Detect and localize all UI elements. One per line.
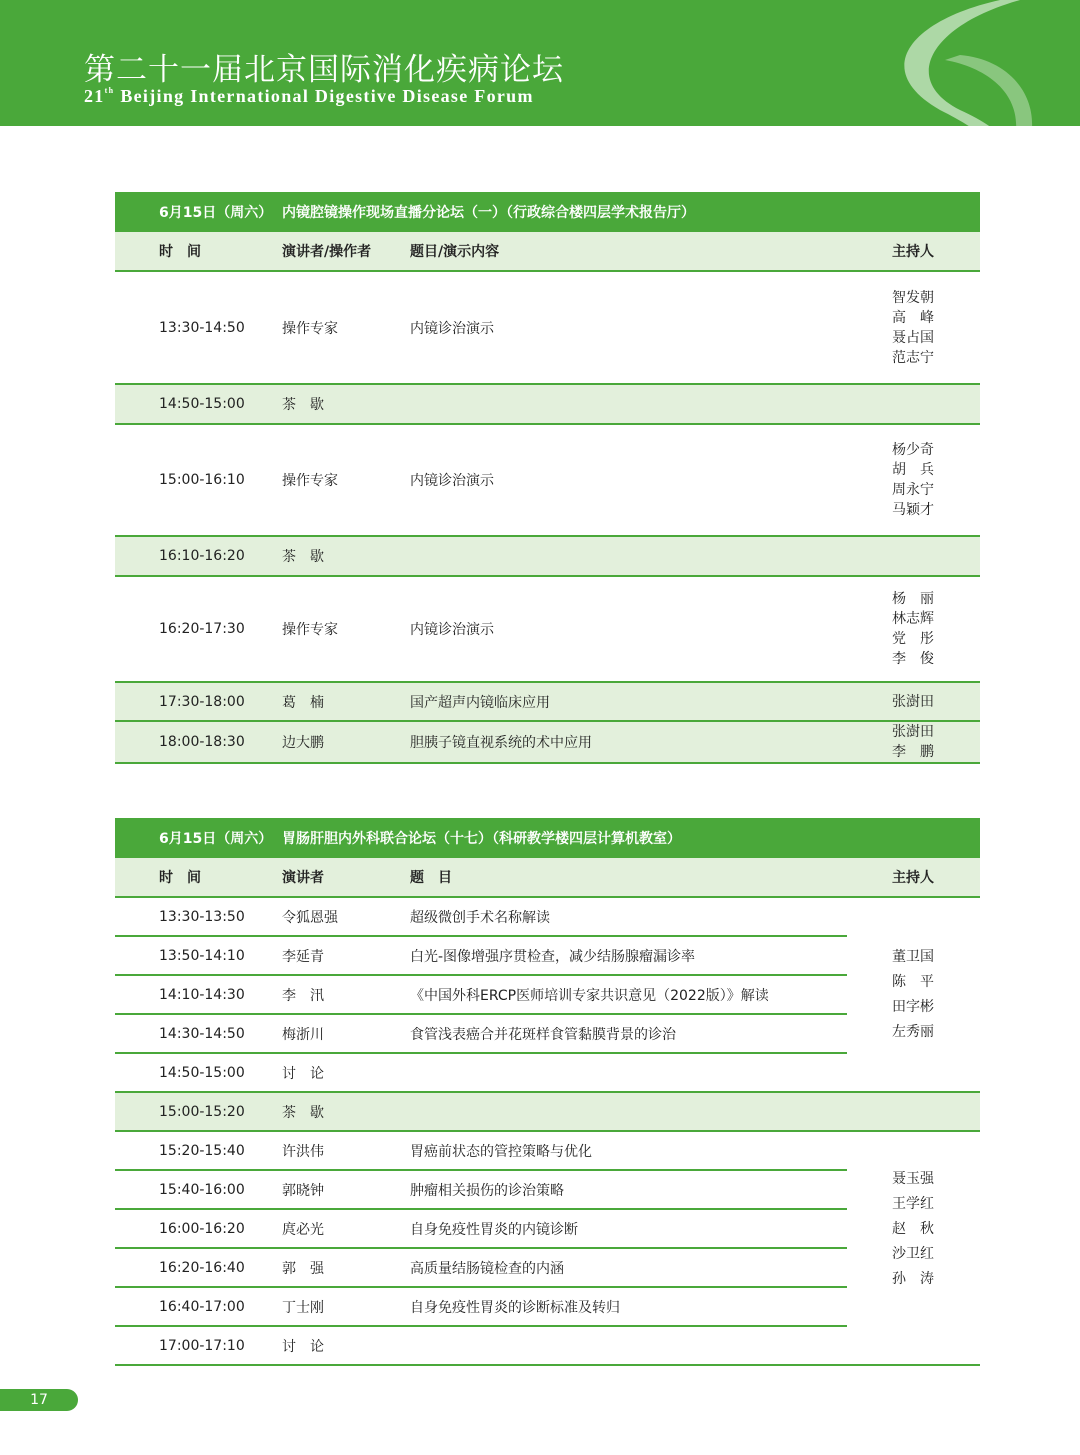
- column-header-row: [115, 858, 980, 897]
- row-time: 14:50-15:00: [115, 384, 282, 424]
- col-speaker: 演讲者: [282, 858, 410, 897]
- ordinal-suffix: th: [104, 86, 115, 95]
- schedule-table-gi-surgery: [115, 818, 980, 1366]
- row-time: 15:00-15:20: [115, 1092, 282, 1131]
- schedule-table-endoscopy: [115, 192, 980, 764]
- row-time: 16:20-17:30: [115, 576, 282, 682]
- row-speaker: 许洪伟: [282, 1131, 410, 1170]
- row-speaker: 边大鹏: [282, 721, 410, 763]
- row-speaker: 操作专家: [282, 271, 410, 384]
- host-name: 赵 秋: [892, 1220, 934, 1237]
- row-time: 13:50-14:10: [115, 936, 282, 975]
- row-topic: 国产超声内镜临床应用: [410, 682, 892, 721]
- host-name: 高 峰: [892, 309, 934, 326]
- row-time: 16:20-16:40: [115, 1248, 282, 1287]
- table-row: [115, 1326, 980, 1365]
- table-row: [115, 721, 980, 763]
- host-name: 张澍田: [892, 693, 934, 710]
- col-topic: 题目/演示内容: [410, 232, 892, 271]
- row-time: 16:40-17:00: [115, 1287, 282, 1326]
- row-time: 16:00-16:20: [115, 1209, 282, 1248]
- host-name: 胡 兵: [892, 462, 934, 478]
- host-name: 孙 涛: [892, 1270, 934, 1287]
- row-speaker: 郭 强: [282, 1248, 410, 1287]
- row-topic: 肿瘤相关损伤的诊治策略: [410, 1170, 847, 1209]
- row-speaker: 丁士刚: [282, 1287, 410, 1326]
- row-speaker: 李延青: [282, 936, 410, 975]
- row-time: 15:40-16:00: [115, 1170, 282, 1209]
- column-header-row: [115, 232, 980, 271]
- row-time: 16:10-16:20: [115, 536, 282, 576]
- col-host: 主持人: [892, 232, 980, 271]
- col-host: 主持人: [892, 858, 980, 897]
- row-speaker: 茶 歇: [282, 1092, 410, 1131]
- host-name: 聂玉强: [892, 1170, 934, 1187]
- row-speaker: 郭晓钟: [282, 1170, 410, 1209]
- section-header: [115, 192, 980, 232]
- row-hosts: [892, 721, 980, 763]
- forum-logo-swoosh: [850, 0, 1080, 126]
- row-time: 15:20-15:40: [115, 1131, 282, 1170]
- table-row: [115, 576, 980, 682]
- row-time: 13:30-13:50: [115, 897, 282, 936]
- row-speaker: 葛 楠: [282, 682, 410, 721]
- host-group: [847, 1131, 980, 1326]
- row-speaker: 茶 歇: [282, 384, 410, 424]
- table-row: [115, 424, 980, 536]
- row-time: 17:30-18:00: [115, 682, 282, 721]
- row-topic: 白光-图像增强序贯检查，减少结肠腺瘤漏诊率: [410, 936, 847, 975]
- ordinal-number: 21: [84, 86, 105, 106]
- section-date: 6月15日（周六）: [115, 192, 282, 232]
- row-topic: 内镜诊治演示: [410, 424, 892, 536]
- row-time: 13:30-14:50: [115, 271, 282, 384]
- table-row: [115, 897, 980, 936]
- host-name: 周永宁: [892, 482, 934, 498]
- section-title: 胃肠肝胆内外科联合论坛（十七）（科研教学楼四层计算机教室）: [282, 818, 980, 858]
- col-speaker: 演讲者/操作者: [282, 232, 410, 271]
- table-row-break: [115, 536, 980, 576]
- host-name: 李 俊: [892, 651, 934, 667]
- row-hosts: [892, 424, 980, 536]
- host-name: 田字彬: [892, 998, 934, 1015]
- host-name: 董卫国: [892, 948, 934, 965]
- row-time: 14:50-15:00: [115, 1053, 282, 1092]
- row-speaker: 庹必光: [282, 1209, 410, 1248]
- row-topic: 内镜诊治演示: [410, 576, 892, 682]
- row-hosts: [892, 682, 980, 721]
- table-row: [115, 1131, 980, 1170]
- host-name: 杨少奇: [892, 442, 934, 458]
- host-name: 王学红: [892, 1195, 934, 1212]
- section-title: 内镜腔镜操作现场直播分论坛（一）（行政综合楼四层学术报告厅）: [282, 192, 980, 232]
- row-hosts: [892, 271, 980, 384]
- host-name: 林志辉: [892, 611, 934, 627]
- host-group: [847, 897, 980, 1092]
- host-name: 马颖才: [892, 502, 934, 518]
- row-speaker: 讨 论: [282, 1053, 410, 1092]
- host-name: 张澍田: [892, 724, 934, 740]
- host-name: 陈 平: [892, 973, 934, 990]
- row-speaker: 操作专家: [282, 424, 410, 536]
- row-topic: 食管浅表癌合并花斑样食管黏膜背景的诊治: [410, 1014, 847, 1053]
- row-topic: 内镜诊治演示: [410, 271, 892, 384]
- row-topic: 自身免疫性胃炎的诊断标准及转归: [410, 1287, 847, 1326]
- table-row: [115, 271, 980, 384]
- row-speaker: 操作专家: [282, 576, 410, 682]
- row-topic: 自身免疫性胃炎的内镜诊断: [410, 1209, 847, 1248]
- table-row-break: [115, 384, 980, 424]
- row-time: 14:30-14:50: [115, 1014, 282, 1053]
- col-time: 时 间: [115, 858, 282, 897]
- row-time: 14:10-14:30: [115, 975, 282, 1014]
- row-topic: 胆胰子镜直视系统的术中应用: [410, 721, 892, 763]
- row-speaker: 讨 论: [282, 1326, 410, 1365]
- row-time: 18:00-18:30: [115, 721, 282, 763]
- row-topic: 《中国外科ERCP医师培训专家共识意见（2022版）》解读: [410, 975, 847, 1014]
- forum-title-cn: 第二十一届北京国际消化疾病论坛: [84, 52, 564, 88]
- host-name: 沙卫红: [892, 1245, 934, 1262]
- page-number: 17: [0, 1389, 78, 1411]
- host-name: 党 彤: [892, 631, 934, 647]
- host-name: 杨 丽: [892, 591, 934, 607]
- row-time: 15:00-16:10: [115, 424, 282, 536]
- host-name: 聂占国: [892, 329, 934, 346]
- row-speaker: 李 汛: [282, 975, 410, 1014]
- row-speaker: 茶 歇: [282, 536, 410, 576]
- host-name: 智发朝: [892, 289, 934, 306]
- row-topic: 胃癌前状态的管控策略与优化: [410, 1131, 847, 1170]
- row-topic: 高质量结肠镜检查的内涵: [410, 1248, 847, 1287]
- row-speaker: 梅浙川: [282, 1014, 410, 1053]
- row-time: 17:00-17:10: [115, 1326, 282, 1365]
- host-name: 李 鹏: [892, 744, 934, 760]
- row-topic: 超级微创手术名称解读: [410, 897, 847, 936]
- table-row: [115, 682, 980, 721]
- forum-name-en: Beijing International Digestive Disease Forum: [120, 86, 534, 106]
- row-speaker: 令狐恩强: [282, 897, 410, 936]
- header-banner: [0, 0, 1080, 126]
- row-hosts: [892, 576, 980, 682]
- host-name: 左秀丽: [892, 1023, 934, 1040]
- section-header: [115, 818, 980, 858]
- host-name: 范志宁: [892, 349, 934, 366]
- col-time: 时 间: [115, 232, 282, 271]
- col-topic: 题 目: [410, 858, 847, 897]
- forum-title-en: [84, 86, 534, 107]
- section-date: 6月15日（周六）: [115, 818, 282, 858]
- table-row-break: [115, 1092, 980, 1131]
